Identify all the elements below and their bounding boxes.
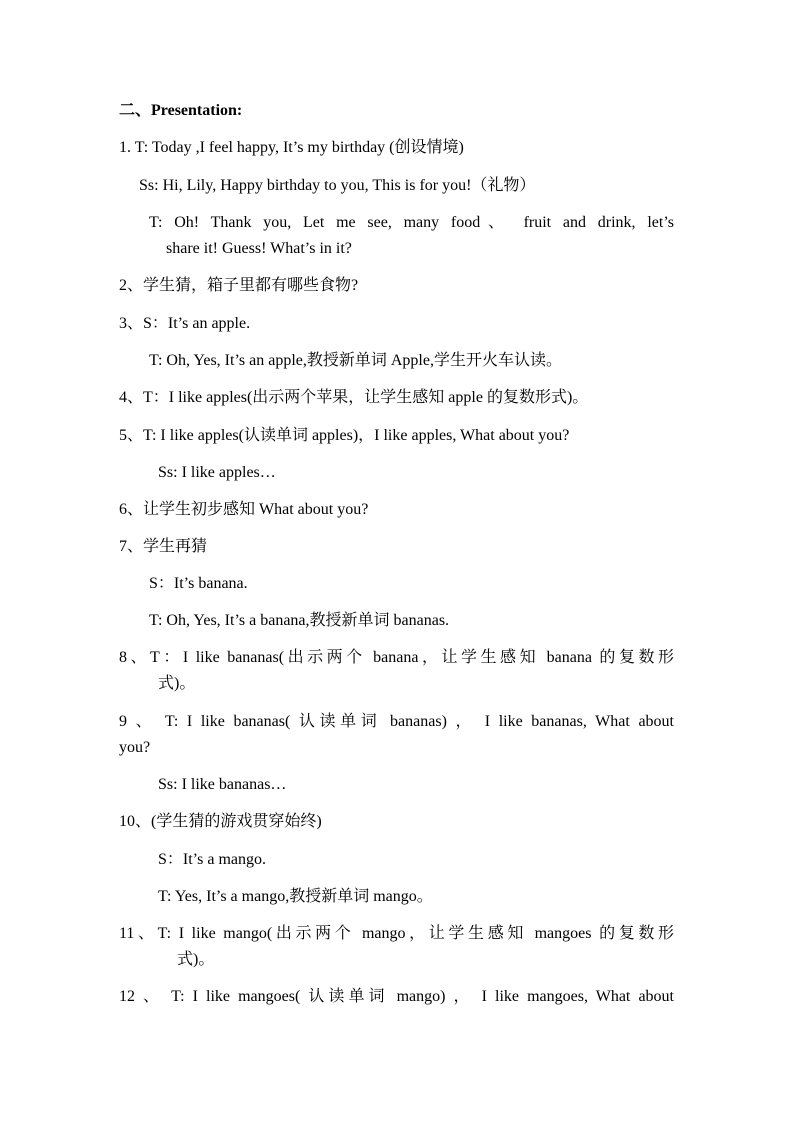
text-line: 10、(学生猜的游戏贯穿始终) [119, 813, 322, 830]
text-line: 式)。 [177, 951, 215, 968]
text-line: 5、T: I like apples(认读单词 apples)，I like apples, What about you? [119, 427, 570, 444]
text-line: 11、T: I like mango(出示两个 mango，让学生感知 mangoes 的复数形 [119, 925, 674, 942]
text-line: T: Oh, Yes, It’s an apple,教授新单词 Apple,学生开火车认读。 [149, 352, 562, 369]
text-line: Ss: I like apples… [158, 464, 276, 481]
text-line: Ss: I like bananas… [158, 776, 287, 793]
text-line: 8、T：I like bananas(出示两个 banana，让学生感知 banana 的复数形 [119, 649, 674, 666]
text-line: Ss: Hi, Lily, Happy birthday to you, This is for you!（礼物） [139, 177, 536, 194]
text-line: 4、T：I like apples(出示两个苹果，让学生感知 apple 的复数形式)。 [119, 389, 589, 406]
text-line: 3、S：It’s an apple. [119, 315, 251, 332]
text-line: S：It’s a mango. [158, 851, 266, 868]
text-line: 6、让学生初步感知 What about you? [119, 501, 369, 518]
text-line: 1. T: Today ,I feel happy, It’s my birthday (创设情境) [119, 139, 464, 156]
text-line: 式)。 [158, 675, 196, 692]
text-line: 9 、 T: I like bananas( 认读单词 bananas) ， I like bananas, What about [119, 713, 674, 730]
text-line: S：It’s banana. [149, 575, 248, 592]
text-line: 12 、 T: I like mangoes( 认读单词 mango) ， I like mangoes, What about [119, 988, 674, 1005]
text-line: 7、学生再猜 [119, 538, 208, 555]
text-line: you? [119, 739, 151, 756]
text-line: T: Oh! Thank you, Let me see, many food、 fruit and drink, let’s [149, 214, 674, 231]
section-heading: 二、Presentation: [119, 102, 243, 119]
text-line: share it! Guess! What’s in it? [166, 240, 352, 257]
text-line: T: Oh, Yes, It’s a banana,教授新单词 bananas. [149, 612, 450, 629]
text-line: T: Yes, It’s a mango,教授新单词 mango。 [158, 888, 433, 905]
text-line: 2、学生猜，箱子里都有哪些食物? [119, 277, 359, 294]
